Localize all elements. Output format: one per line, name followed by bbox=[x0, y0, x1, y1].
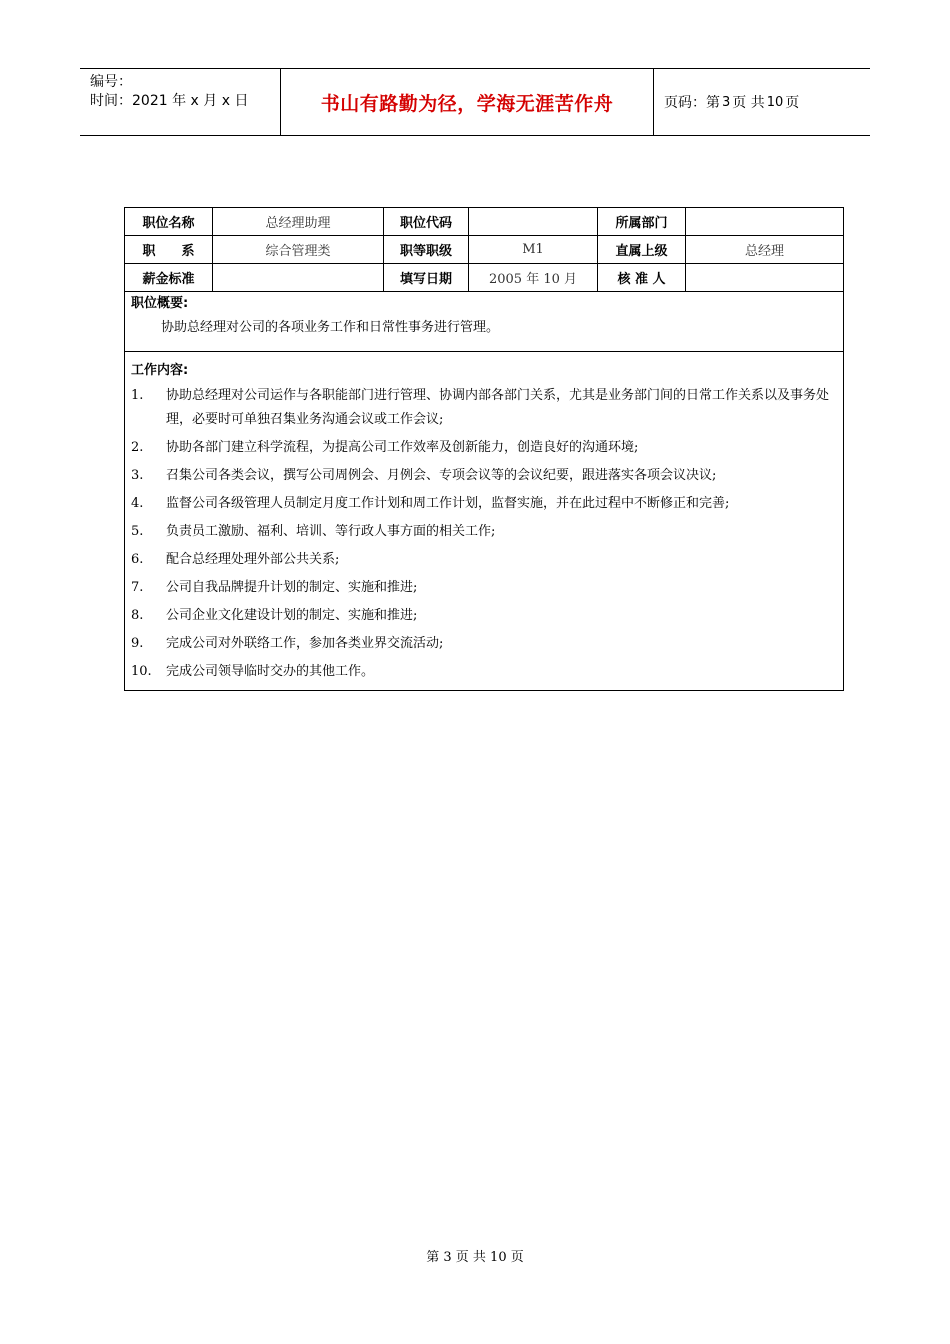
duties-list bbox=[131, 384, 837, 684]
supervisor-label: 直属上级 bbox=[598, 236, 686, 264]
page-current: 3 bbox=[722, 94, 731, 110]
table-row bbox=[125, 352, 844, 691]
list-item bbox=[131, 436, 837, 460]
item-text: 召集公司各类会议，撰写公司周例会、月例会、专项会议等的会议纪要，跟进落实各项会议决议; bbox=[166, 468, 717, 483]
department-label: 所属部门 bbox=[598, 208, 686, 236]
grade-value: M1 bbox=[469, 236, 598, 264]
item-text: 监督公司各级管理人员制定月度工作计划和周工作计划，监督实施，并在此过程中不断修正和完善; bbox=[166, 496, 730, 511]
header-motto: 书山有路勤为径，学海无涯苦作舟 bbox=[281, 69, 654, 135]
list-item bbox=[131, 632, 837, 656]
item-text: 完成公司领导临时交办的其他工作。 bbox=[166, 664, 375, 679]
fill-date-value: 2005 年 10 月 bbox=[469, 264, 598, 292]
page-prefix: 页码：第 bbox=[664, 95, 720, 111]
grade-label: 职等职级 bbox=[384, 236, 469, 264]
doc-code-label: 编号： bbox=[90, 74, 132, 90]
table-row bbox=[125, 208, 844, 236]
table-row bbox=[125, 292, 844, 352]
header-page-number bbox=[654, 69, 870, 135]
list-item bbox=[131, 492, 837, 516]
job-description-table bbox=[124, 207, 844, 691]
department-value bbox=[686, 208, 844, 236]
approver-value bbox=[686, 264, 844, 292]
header-meta bbox=[80, 69, 281, 135]
duties-title: 工作内容: bbox=[131, 363, 189, 378]
item-text: 配合总经理处理外部公共关系; bbox=[166, 552, 340, 567]
item-number: 9. bbox=[131, 636, 144, 651]
item-number: 7. bbox=[131, 580, 144, 595]
item-number: 1. bbox=[131, 388, 144, 403]
item-text: 公司企业文化建设计划的制定、实施和推进; bbox=[166, 608, 418, 623]
page-header bbox=[80, 68, 870, 136]
item-number: 10. bbox=[131, 664, 152, 679]
table-row bbox=[125, 264, 844, 292]
item-text: 协助各部门建立科学流程，为提高公司工作效率及创新能力，创造良好的沟通环境; bbox=[166, 440, 639, 455]
supervisor-value: 总经理 bbox=[686, 236, 844, 264]
item-text: 完成公司对外联络工作，参加各类业界交流活动; bbox=[166, 636, 444, 651]
salary-label: 薪金标准 bbox=[125, 264, 213, 292]
position-name-value: 总经理助理 bbox=[213, 208, 384, 236]
fill-date-label: 填写日期 bbox=[384, 264, 469, 292]
item-text: 协助总经理对公司运作与各职能部门进行管理、协调内部各部门关系，尤其是业务部门间的日常工作关系以及事务处理，必要时可单独召集业务沟通会议或工作会议; bbox=[166, 388, 830, 427]
item-text: 公司自我品牌提升计划的制定、实施和推进; bbox=[166, 580, 418, 595]
list-item bbox=[131, 660, 837, 684]
position-code-value bbox=[469, 208, 598, 236]
doc-time-label: 时间：2021 年 x 月 x 日 bbox=[90, 93, 249, 109]
page-total: 10 bbox=[766, 94, 784, 110]
page-mid: 页 共 bbox=[732, 95, 765, 111]
position-code-label: 职位代码 bbox=[384, 208, 469, 236]
page-suffix: 页 bbox=[785, 95, 800, 111]
item-text: 负责员工激励、福利、培训、等行政人事方面的相关工作; bbox=[166, 524, 496, 539]
summary-text: 协助总经理对公司的各项业务工作和日常性事务进行管理。 bbox=[161, 320, 500, 335]
item-number: 5. bbox=[131, 524, 144, 539]
job-family-label: 职 系 bbox=[125, 236, 213, 264]
item-number: 4. bbox=[131, 496, 144, 511]
job-family-value: 综合管理类 bbox=[213, 236, 384, 264]
table-row bbox=[125, 236, 844, 264]
list-item bbox=[131, 548, 837, 572]
page-footer: 第 3 页 共 10 页 bbox=[426, 1250, 524, 1265]
summary-title: 职位概要: bbox=[131, 296, 189, 311]
list-item bbox=[131, 464, 837, 488]
salary-value bbox=[213, 264, 384, 292]
approver-label: 核 准 人 bbox=[598, 264, 686, 292]
position-name-label: 职位名称 bbox=[125, 208, 213, 236]
item-number: 8. bbox=[131, 608, 144, 623]
summary-section bbox=[125, 292, 844, 352]
duties-section bbox=[125, 352, 844, 691]
list-item bbox=[131, 604, 837, 628]
item-number: 3. bbox=[131, 468, 144, 483]
list-item bbox=[131, 520, 837, 544]
list-item bbox=[131, 384, 837, 432]
list-item bbox=[131, 576, 837, 600]
item-number: 6. bbox=[131, 552, 144, 567]
item-number: 2. bbox=[131, 440, 144, 455]
